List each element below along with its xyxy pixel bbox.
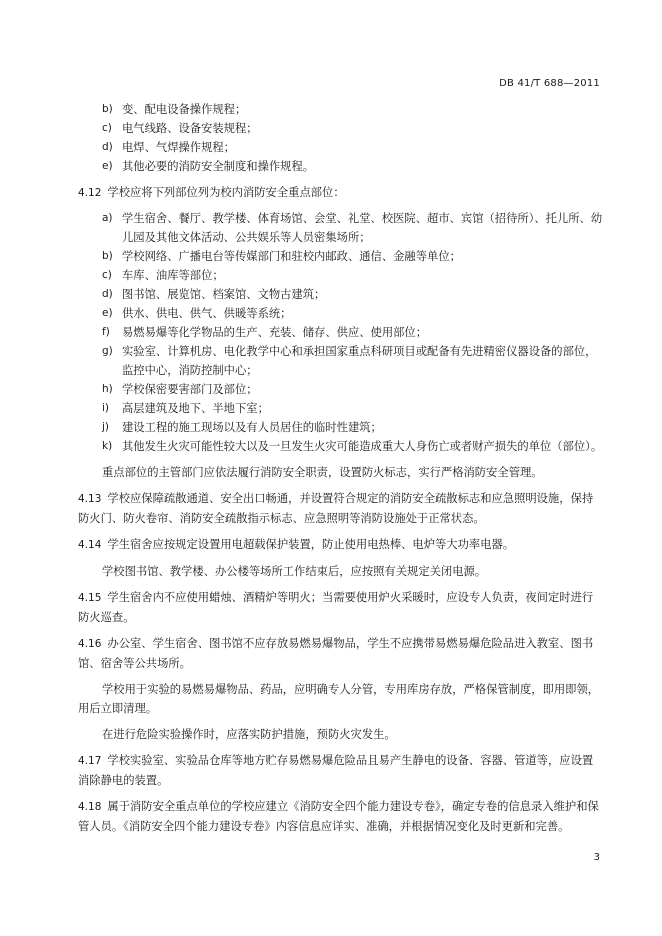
item-text: 高层建筑及地下、半地下室；	[122, 402, 269, 415]
clause-number: 4.12	[78, 187, 102, 199]
list-item	[78, 285, 603, 304]
item-label: g)	[102, 345, 113, 357]
list-item	[78, 266, 603, 285]
list-top	[78, 100, 603, 176]
clause-text: 办公室、学生宿舍、图书馆不应存放易燃易爆物品，学生不应携带易燃易爆危险品进入教室、图书馆、宿舍等公共场所。	[78, 637, 594, 670]
item-text: 电气线路、设备安装规程；	[122, 122, 258, 135]
clause-text: 学生宿舍内不应使用蜡烛、酒精炉等明火；当需要使用炉火采暖时，应设专人负责，夜间定时进行防火巡查。	[78, 591, 594, 624]
list-item	[78, 399, 603, 418]
item-label: d)	[102, 288, 113, 300]
clause-4-18	[78, 797, 603, 836]
item-label: b)	[102, 103, 113, 115]
clause-number: 4.18	[78, 801, 102, 813]
item-text: 其他发生火灾可能性较大以及一旦发生火灾可能造成重大人身伤亡或者财产损失的单位（部位）。	[122, 440, 603, 453]
item-label: k)	[102, 440, 113, 452]
clause-4-13	[78, 489, 603, 528]
clause-4-14	[78, 535, 603, 555]
item-label: i)	[102, 402, 110, 414]
item-label: c)	[102, 269, 112, 281]
item-text: 学校保密要害部门及部位；	[122, 383, 258, 396]
list-item	[78, 138, 603, 157]
list-item	[78, 323, 603, 342]
document-body	[78, 100, 603, 836]
doc-code-header: DB 41/T 688—2011	[499, 78, 600, 89]
clause-number: 4.17	[78, 755, 102, 767]
item-text: 实验室、计算机房、电化教学中心和承担国家重点科研项目或配备有先进精密仪器设备的部位，监控中心，消防控制中心；	[122, 345, 597, 377]
list-item	[78, 342, 603, 380]
paragraph: 学校图书馆、教学楼、办公楼等场所工作结束后，应按照有关规定关闭电源。	[102, 565, 487, 578]
list-item	[78, 157, 603, 176]
page-number: 3	[593, 852, 600, 863]
paragraph: 学校用于实验的易燃易爆物品、药品，应明确专人分管，专用库房存放，严格保管制度，即用即领，用后立即清理。	[78, 683, 600, 715]
clause-4-16	[78, 634, 603, 673]
item-text: 学校网络、广播电台等传媒部门和驻校内邮政、通信、金融等单位；	[122, 250, 461, 263]
item-text: 图书馆、展览馆、档案馆、文物古建筑；	[122, 288, 326, 301]
list-item	[78, 209, 603, 247]
item-label: h)	[102, 383, 113, 395]
item-text: 建设工程的施工现场以及有人员居住的临时性建筑；	[122, 421, 382, 434]
item-text: 供水、供电、供气、供暖等系统；	[122, 307, 292, 320]
clause-4-17	[78, 751, 603, 790]
item-label: d)	[102, 141, 113, 153]
list-item	[78, 418, 603, 437]
clause-4-15	[78, 588, 603, 627]
item-text: 变、配电设备操作规程；	[122, 103, 247, 116]
item-label: a)	[102, 212, 113, 224]
clause-text: 学生宿舍应按规定设置用电超载保护装置，防止使用电热棒、电炉等大功率电器。	[107, 538, 515, 551]
item-text: 易燃易爆等化学物品的生产、充装、储存、供应、使用部位；	[122, 326, 428, 339]
item-label: e)	[102, 160, 113, 172]
item-text: 学生宿舍、餐厅、教学楼、体育场馆、会堂、礼堂、校医院、超市、宾馆（招待所）、托儿所、幼儿园及其他文体活动、公共娱乐等人员密集场所；	[122, 212, 603, 244]
item-label: j)	[102, 421, 110, 433]
clause-text: 属于消防安全重点单位的学校应建立《消防安全四个能力建设专卷》，确定专卷的信息录入维护和保管人员。《消防安全四个能力建设专卷》内容信息应详实、准确，并根据情况变化及时更新和完善。	[78, 800, 599, 833]
list-item	[78, 437, 603, 456]
item-text: 车库、油库等部位；	[122, 269, 224, 282]
list-item	[78, 247, 603, 266]
clause-number: 4.14	[78, 539, 102, 551]
list-item	[78, 304, 603, 323]
clause-number: 4.15	[78, 592, 102, 604]
item-text: 其他必要的消防安全制度和操作规程。	[122, 160, 315, 173]
clause-text: 学校应将下列部位列为校内消防安全重点部位：	[107, 186, 345, 199]
clause-text: 学校实验室、实验品仓库等地方贮存易燃易爆危险品且易产生静电的设备、容器、管道等，应设置消除静电的装置。	[78, 754, 594, 787]
item-label: b)	[102, 250, 113, 262]
clause-number: 4.16	[78, 638, 102, 650]
item-text: 电焊、气焊操作规程；	[122, 141, 235, 154]
item-label: f)	[102, 326, 110, 338]
clause-number: 4.13	[78, 493, 102, 505]
clause-4-12-list	[78, 209, 603, 456]
list-item	[78, 380, 603, 399]
list-item	[78, 100, 603, 119]
item-label: c)	[102, 122, 112, 134]
clause-4-12	[78, 183, 603, 203]
list-item	[78, 119, 603, 138]
paragraph: 重点部位的主管部门应依法履行消防安全职责，设置防火标志，实行严格消防安全管理。	[102, 466, 543, 479]
clause-text: 学校应保障疏散通道、安全出口畅通，并设置符合规定的消防安全疏散标志和应急照明设施，保持防火门、防火卷帘、消防安全疏散指示标志、应急照明等消防设施处于正常状态。	[78, 492, 594, 525]
paragraph: 在进行危险实验操作时，应落实防护措施，预防火灾发生。	[102, 728, 396, 741]
item-label: e)	[102, 307, 113, 319]
